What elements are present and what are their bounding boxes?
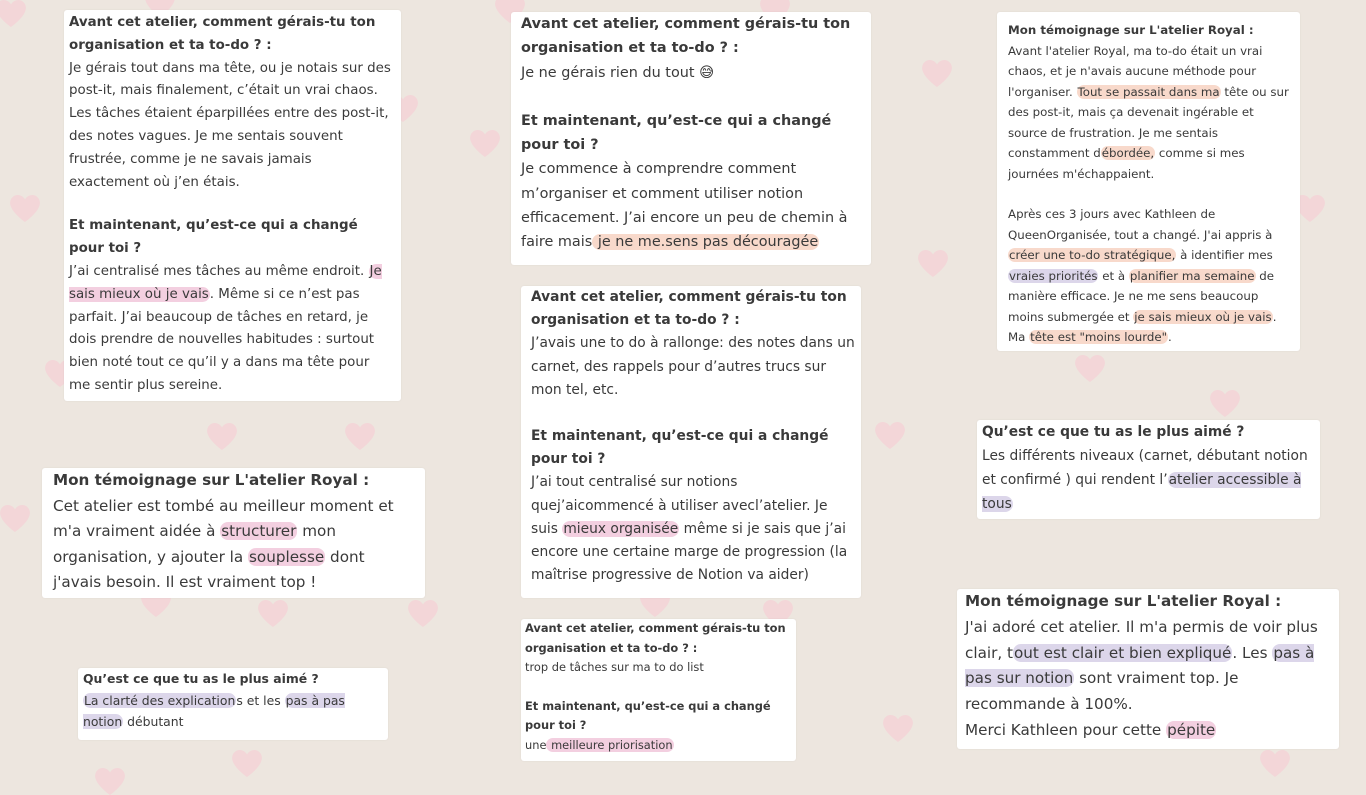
- heart-icon: [1075, 355, 1105, 382]
- text: et à: [1098, 268, 1129, 283]
- highlight: out est clair et bien expliqué: [1013, 643, 1232, 662]
- question-before: Avant cet atelier, comment gérais-tu ton organisation et ta to-do ? :: [531, 289, 847, 329]
- answer-liked: [83, 690, 382, 733]
- highlight: créer une to-do stratégique,: [1009, 248, 1176, 262]
- heart-icon: [470, 130, 500, 157]
- highlight: pépite: [1167, 720, 1216, 739]
- question-before: Avant cet atelier, comment gérais-tu ton organisation et ta to-do ? :: [521, 16, 851, 57]
- heart-icon: [95, 768, 125, 795]
- answer-liked: [982, 444, 1314, 516]
- question-before: Avant cet atelier, comment gérais-tu ton organisation et ta to-do ? :: [525, 621, 786, 655]
- testimonial-card-8: [521, 619, 796, 761]
- testimonial-card-9: [78, 668, 388, 740]
- testimonial-thanks: [965, 718, 1331, 744]
- question-after: Et maintenant, qu’est-ce qui a changé pour toi ?: [531, 428, 829, 468]
- highlight: vraies priorités: [1009, 268, 1098, 283]
- answer-after: [531, 471, 855, 587]
- highlight: ébordée,: [1101, 146, 1155, 160]
- highlight: je ne me.sens pas découragée: [593, 234, 819, 251]
- text: Cet atelier est tombé au meilleur moment et m'a vraiment aidée à: [53, 496, 394, 540]
- text: J'ai adoré cet atelier. Il m'a permis de voir plus clair, t: [965, 617, 1318, 662]
- highlight: je sais mieux où je vais: [1134, 309, 1272, 324]
- answer-text: débutant: [123, 714, 184, 729]
- heart-icon: [232, 750, 262, 777]
- testimonial-paragraph-1: [1008, 41, 1294, 185]
- heart-icon: [0, 505, 30, 532]
- heart-icon: [345, 423, 375, 450]
- answer-before: Je ne gérais rien du tout 😅: [521, 64, 715, 81]
- text: comme si mes journées m'échappaient.: [1008, 146, 1245, 181]
- testimonial-card-2: [511, 12, 871, 265]
- text: . Les: [1232, 643, 1273, 662]
- highlight: meilleure priorisation: [547, 737, 673, 752]
- highlight: tête est "moins lourde": [1030, 330, 1168, 344]
- heart-icon: [883, 715, 913, 742]
- text: sont vraiment top. Je recommande à 100%.: [965, 669, 1239, 714]
- testimonial-text: [965, 615, 1331, 718]
- heart-icon: [0, 0, 26, 27]
- text: .: [1168, 330, 1172, 344]
- answer-text: une: [525, 737, 547, 752]
- answer-text: . Même si ce n’est pas parfait. J’ai beaucoup de tâches en retard, je dois prendre de nouvelles habitudes : surtout bien noté tout ce qu’il y a dans ma tête pour me sentir plus sereine.: [69, 286, 375, 393]
- answer-before: trop de tâches sur ma to do list: [525, 660, 704, 675]
- text: Après ces 3 jours avec Kathleen de QueenOrganisée, tout a changé. J'ai appris à: [1008, 207, 1273, 242]
- heart-icon: [1210, 390, 1240, 417]
- question-before: Avant cet atelier, comment gérais-tu ton organisation et ta to-do ? :: [69, 15, 376, 53]
- text: tête ou sur des post-it, mais ça devenait ingérable et source de frustration. Je me sentais constamment d: [1008, 84, 1289, 160]
- testimonial-text: [53, 494, 417, 596]
- heart-icon: [1260, 750, 1290, 777]
- testimonial-title: Mon témoignage sur L'atelier Royal :: [1008, 23, 1254, 37]
- highlight: Tout se passait dans ma: [1077, 84, 1220, 99]
- highlight: structurer: [221, 522, 297, 540]
- testimonial-card-6: [42, 468, 425, 598]
- highlight: mieux organisée: [563, 520, 679, 537]
- highlight: Je sais mieux où je vais: [69, 263, 382, 302]
- text: Avant l'atelier Royal, ma to-do était un vrai chaos, et je n'avais aucune méthode pour l'organiser.: [1008, 43, 1263, 99]
- question-after: Et maintenant, qu’est-ce qui a changé pour toi ?: [525, 698, 771, 733]
- text: Merci Kathleen pour cette: [965, 720, 1167, 739]
- testimonial-card-4: [521, 286, 861, 598]
- answer-text: s et les: [236, 692, 285, 708]
- answer-after: [525, 736, 790, 756]
- testimonial-card-7: [957, 589, 1339, 749]
- testimonial-card-1: [64, 10, 401, 401]
- testimonial-card-3: [997, 12, 1300, 351]
- heart-icon: [918, 250, 948, 277]
- heart-icon: [408, 600, 438, 627]
- answer-after: [521, 157, 863, 254]
- highlight: pas à pas sur notion: [965, 643, 1315, 688]
- highlight: planifier ma semaine: [1129, 268, 1255, 283]
- text: à identifier mes: [1176, 248, 1273, 262]
- answer-text: Les différents niveaux (carnet, débutant notion et confirmé ) qui rendent l’: [982, 448, 1308, 488]
- question-after: Et maintenant, qu’est-ce qui a changé pour toi ?: [521, 112, 832, 154]
- text: mon organisation, y ajouter la: [53, 522, 336, 566]
- testimonial-card-5: [977, 420, 1320, 519]
- text: . Ma: [1008, 309, 1277, 344]
- heart-icon: [10, 195, 40, 222]
- answer-text: Je commence à comprendre comment m’organiser et comment utiliser notion efficacement. J’ai encore un peu de chemin à faire mais: [521, 161, 848, 251]
- question-liked: Qu’est ce que tu as le plus aimé ?: [982, 424, 1245, 440]
- answer-text: J’ai tout centralisé sur notions quej’aicommencé à utiliser avecl’atelier. Je suis: [531, 474, 828, 537]
- question-liked: Qu’est ce que tu as le plus aimé ?: [83, 671, 319, 686]
- highlight: La clarté des explication: [84, 692, 236, 708]
- heart-icon: [207, 423, 237, 450]
- testimonial-paragraph-2: [1008, 204, 1294, 348]
- heart-icon: [875, 422, 905, 449]
- heart-icon: [258, 600, 288, 627]
- testimonial-title: Mon témoignage sur L'atelier Royal :: [53, 471, 370, 489]
- answer-text: même si je sais que j’ai encore une certaine marge de progression (la maîtrise progressive de Notion va aider): [531, 520, 848, 584]
- question-after: Et maintenant, qu’est-ce qui a changé pour toi ?: [69, 218, 358, 257]
- heart-icon: [922, 60, 952, 87]
- highlight: pas à pas notion: [83, 692, 345, 729]
- highlight: atelier accessible à tous: [982, 472, 1302, 512]
- highlight: souplesse: [249, 547, 325, 566]
- answer-before: J’avais une to do à rallonge: des notes dans un carnet, des rappels pour d’autres trucs sur mon tel, etc.: [531, 335, 855, 398]
- text: dont j'avais besoin. Il est vraiment top !: [53, 547, 365, 591]
- text: de manière efficace. Je ne me sens beaucoup moins submergée et: [1008, 268, 1275, 324]
- answer-after: [69, 261, 393, 398]
- answer-before: Je gérais tout dans ma tête, ou je notais sur des post-it, mais finalement, c’était un vrai chaos. Les tâches étaient éparpillées entre des post-it, des notes vagues. Je me sentais souvent frustrée, comme je ne savais jamais exactement où j’en étais.: [69, 60, 391, 190]
- answer-text: J’ai centralisé mes tâches au même endroit.: [69, 263, 369, 279]
- testimonial-title: Mon témoignage sur L'atelier Royal :: [965, 592, 1282, 610]
